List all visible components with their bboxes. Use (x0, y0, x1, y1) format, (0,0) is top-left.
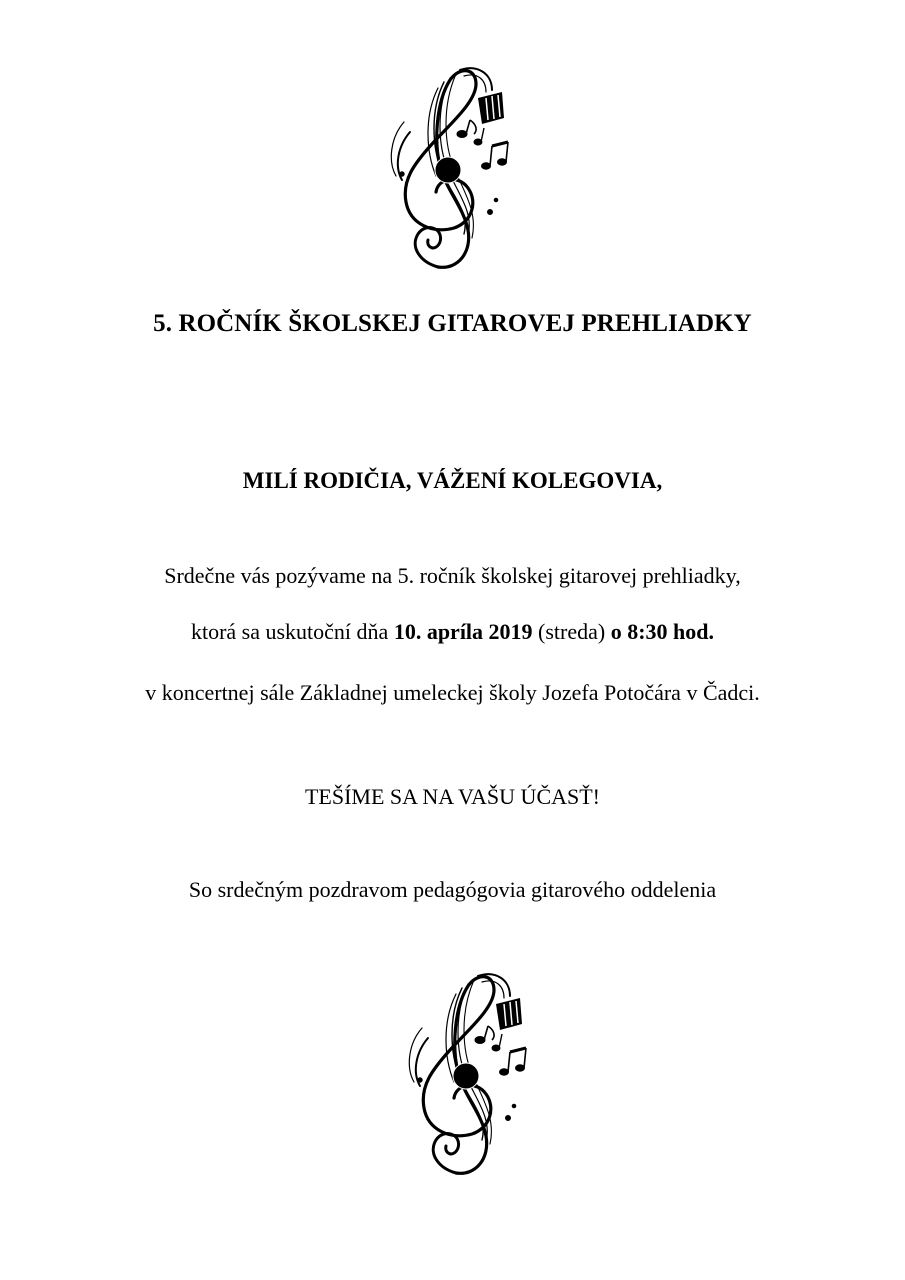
invitation-line-3: v koncertnej sále Základnej umeleckej školy Jozefa Potočára v Čadci. (145, 680, 760, 705)
treble-clef-guitar-icon (398, 968, 538, 1188)
treble-clef-guitar-icon (380, 62, 520, 282)
invitation-line-2-prefix: ktorá sa uskutoční dňa (190, 619, 394, 644)
closing-cheer: TEŠÍME SA NA VAŠU ÚČASŤ! (304, 784, 601, 809)
event-date: 10. apríla 2019 (393, 619, 533, 644)
invitation-line-2 (0, 619, 905, 645)
signature: So srdečným pozdravom pedagógovia gitarového oddelenia (188, 877, 717, 902)
event-weekday: (streda) (532, 619, 611, 644)
page-title: 5. ROČNÍK ŠKOLSKEJ GITAROVEJ PREHLIADKY (153, 310, 752, 337)
greeting: MILÍ RODIČIA, VÁŽENÍ KOLEGOVIA, (242, 468, 663, 493)
invitation-line-1: Srdečne vás pozývame na 5. ročník školskej gitarovej prehliadky, (164, 563, 741, 588)
event-time: o 8:30 hod. (610, 619, 715, 644)
